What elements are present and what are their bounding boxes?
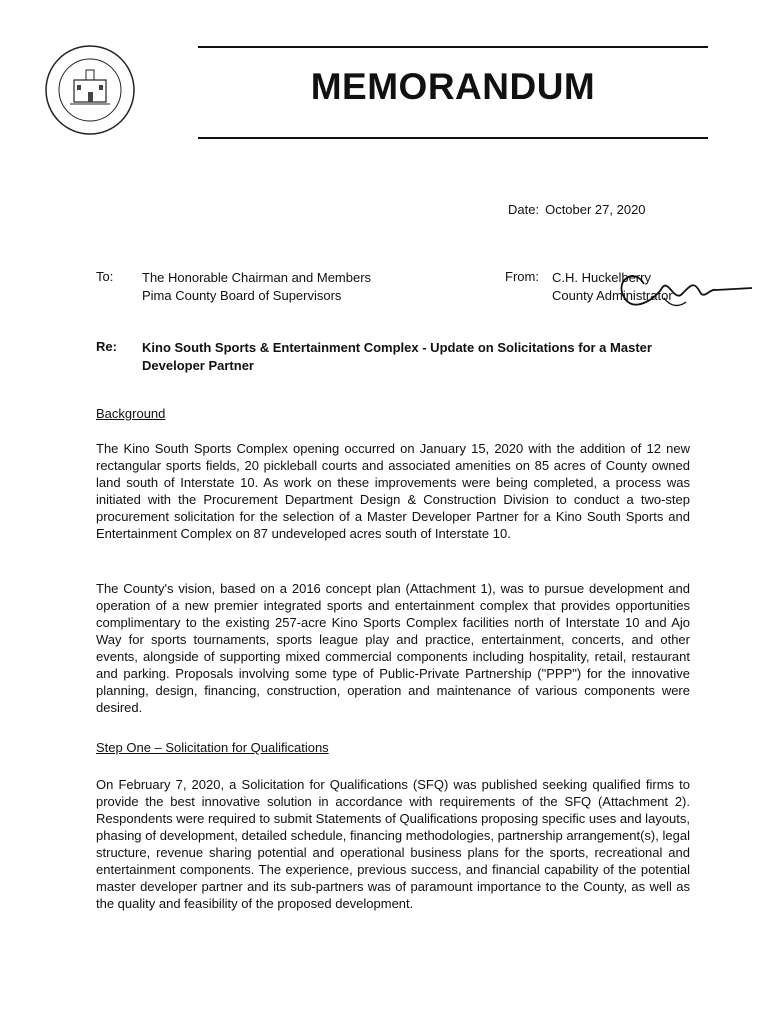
background-paragraph-1: The Kino South Sports Complex opening occurred on January 15, 2020 with the addition of 12 new rectangular sports fields, 20 pickleball courts and associated amenities on 85 acres of County owned land south of Interstate 10. As work on these improvements were being completed, a process was initiated with the Procurement Department Design & Construction Division to conduct a two-step procurement solicitation for the selection of a Master Developer Partner for a Kino South Sports and Entertainment Complex on 87 undeveloped acres south of Interstate 10. bbox=[96, 441, 690, 541]
pima-county-seal bbox=[44, 44, 136, 136]
to-recipients bbox=[142, 269, 371, 305]
step-one-paragraph-1: On February 7, 2020, a Solicitation for Qualifications (SFQ) was published seeking qualified firms to provide the best innovative solution in accordance with requirements of the SFQ (Attachment 2). Respondents were required to submit Statements of Qualifications proposing specific uses and layouts, phasing of development, detailed schedule, financing methodologies, partnership arrangement(s), legal structure, revenue sharing potential and operational business plans for the sports, recreational and entertainment components. The experience, previous success, and financial capability of the potential master developer partner and its sub-partners was of paramount importance to the County, as well as the quality and feasibility of the proposed development. bbox=[96, 777, 690, 911]
date-label: Date: bbox=[508, 202, 540, 217]
header-top-rule bbox=[198, 46, 708, 48]
date-value: October 27, 2020 bbox=[545, 202, 646, 217]
background-paragraph-2: The County's vision, based on a 2016 concept plan (Attachment 1), was to pursue development and operation of a new premier integrated sports and entertainment complex that provides opportunities complimentary to the existing 257-acre Kino Sports Complex facilities north of Interstate 10 and Ajo Way for sports tournaments, sports league play and practice, entertainment, concerts, and other events, alongside of supporting mixed commercial components including hospitality, retail, restaurant and parking. Proposals involving some type of Public-Private Partnership ("PPP") for the innovative planning, design, financing, construction, operation and maintenance of various components were desired. bbox=[96, 581, 690, 715]
from-line: C.H. Huckelberry bbox=[552, 270, 651, 285]
step-one-heading: Step One – Solicitation for Qualifications bbox=[96, 740, 329, 755]
to-line: The Honorable Chairman and Members bbox=[142, 270, 372, 285]
from-label: From: bbox=[505, 269, 539, 284]
handwritten-signature bbox=[604, 258, 754, 318]
from-line: County Administrator bbox=[552, 288, 673, 303]
memo-date bbox=[508, 202, 646, 217]
header-bottom-rule bbox=[198, 137, 708, 139]
memo-title: MEMORANDUM bbox=[310, 66, 596, 107]
re-subject: Kino South Sports & Entertainment Complex - Update on Solicitations for a Master Developer Partner bbox=[142, 340, 652, 373]
to-label: To: bbox=[96, 269, 114, 284]
to-line: Pima County Board of Supervisors bbox=[142, 288, 342, 303]
background-heading: Background bbox=[96, 406, 166, 421]
re-label: Re: bbox=[96, 339, 117, 354]
